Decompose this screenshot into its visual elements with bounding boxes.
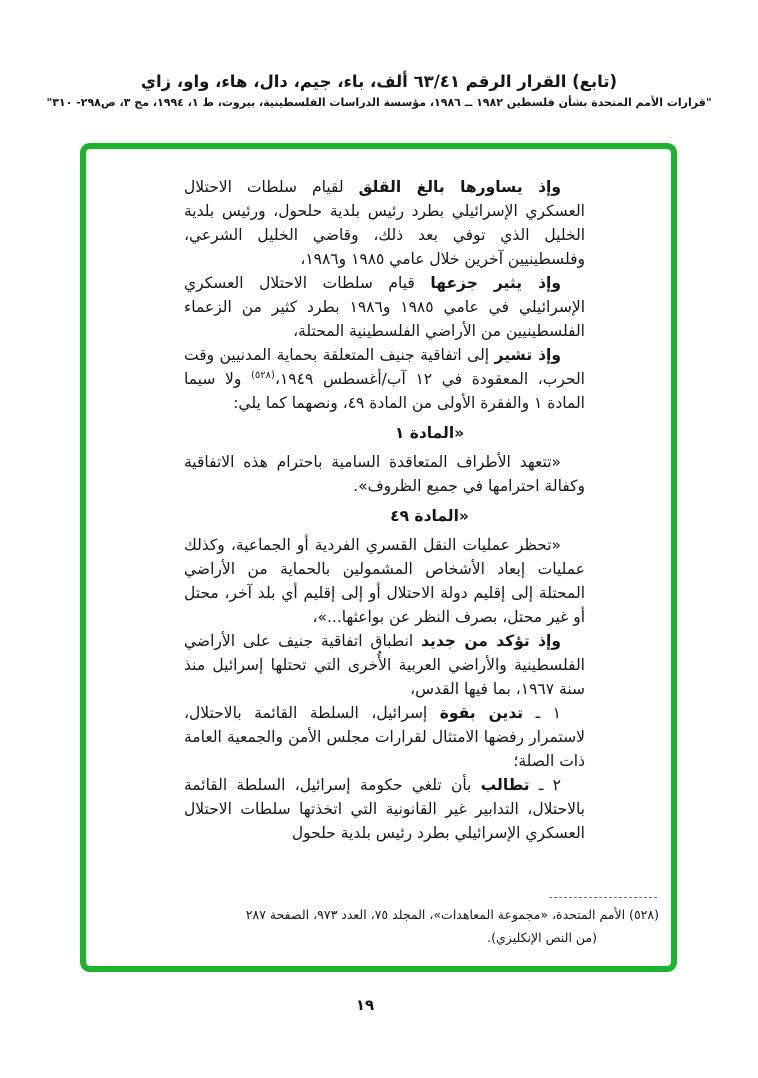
body-text	[184, 175, 585, 845]
article-1-heading: «المادة ١	[394, 424, 465, 442]
document-frame	[80, 143, 677, 972]
paragraph-text: قيام سلطات الاحتلال العسكري الإسرائيلي في عامي ١٩٨٥ و١٩٨٦ بطرد كثير من الزعماء الفلسطينيين من الأراضي الفلسطينية المحتلة،	[184, 274, 585, 340]
article-49-quote: «تحظر عمليات النقل القسري الفردية أو الجماعية، وكذلك عمليات إبعاد الأشخاص المشمولين بالحماية من الأراضي المحتلة إلى إقليم دولة الاحتلال أو إلى إقليم أي بلد آخر، محتل أو غير محتل، بصرف النظر عن بواعثها...»،	[184, 536, 585, 626]
operative-paragraph-1	[184, 701, 585, 773]
page-number: ١٩	[355, 996, 375, 1014]
paragraph-text: بأن تلغي حكومة إسرائيل، السلطة القائمة بالاحتلال، التدابير غير القانونية التي اتخذتها سلطات الاحتلال العسكري الإسرائيلي بطرد رئيس بلدية حلحول	[184, 776, 585, 842]
paragraph-lead: تطالب	[480, 776, 530, 794]
preamble-paragraph	[184, 271, 585, 343]
source-citation: "قرارات الأمم المتحدة بشأن فلسطين ١٩٨٢ ــ ١٩٨٦، مؤسسة الدراسات الفلسطينية، بيروت، ط ١، ١٩٩٤، مج ٣، ص٢٩٨- ٣١٠"	[46, 96, 712, 109]
preamble-paragraph	[184, 175, 585, 271]
paragraph-text: إلى اتفاقية جنيف المتعلقة بحماية المدنيين وقت الحرب، المعقودة في ١٢ آب/أغسطس ١٩٤٩،	[184, 346, 585, 388]
paragraph-lead: وإذ تؤكد من جديد	[421, 632, 561, 650]
article-1-quote: «تتعهد الأطراف المتعاقدة السامية باحترام هذه الاتفاقية وكفالة احترامها في جميع الظروف».	[184, 453, 585, 495]
resolution-title: (تابع) القرار الرقم ٦٣/٤١ ألف، باء، جيم، دال، هاء، واو، زاي	[140, 72, 618, 91]
paragraph-text: انطباق اتفاقية جنيف على الأراضي الفلسطينية والأراضي العربية الأُخرى التي تحتلها إسرائيل منذ سنة ١٩٦٧، بما فيها القدس،	[184, 632, 585, 698]
paragraph-text: لقيام سلطات الاحتلال العسكري الإسرائيلي بطرد رئيس بلدية حلحول، ورئيس بلدية الخليل الذي توفي بعد ذلك، وقاضي الخليل الشرعي، وفلسطينيين آخرين خلال عامي ١٩٨٥ و١٩٨٦،	[184, 178, 585, 268]
footnote: (٥٢٨) الأمم المتحدة، «مجموعة المعاهدات»، المجلد ٧٥، العدد ٩٧٣، الصفحة ٢٨٧ (من النص الإنكليزي).	[245, 907, 659, 945]
article-49-heading: «المادة ٤٩	[390, 507, 469, 525]
preamble-paragraph	[184, 343, 585, 415]
paragraph-number: ٢ ـ	[529, 776, 561, 794]
paragraph-lead: وإذ تشير	[494, 346, 561, 364]
preamble-paragraph	[184, 629, 585, 701]
footnote-area	[229, 897, 659, 949]
page-header	[0, 72, 758, 109]
paragraph-lead: وإذ يثير جزعها	[430, 274, 561, 292]
paragraph-text: ولا سيما المادة ١ والفقرة الأولى من المادة ٤٩، ونصهما كما يلي:	[184, 370, 585, 412]
footnote-separator	[549, 897, 657, 898]
paragraph-lead: وإذ يساورها بالغ القلق	[358, 178, 562, 196]
paragraph-number: ١ ـ	[523, 704, 561, 722]
operative-paragraph-2	[184, 773, 585, 845]
footnote-reference: (٥٢٨)	[251, 369, 275, 381]
paragraph-lead: تدين بقوة	[439, 704, 524, 722]
paragraph-text: إسرائيل، السلطة القائمة بالاحتلال، لاستمرار رفضها الامتثال لقرارات مجلس الأمن والجمعية العامة ذات الصلة؛	[184, 704, 585, 770]
